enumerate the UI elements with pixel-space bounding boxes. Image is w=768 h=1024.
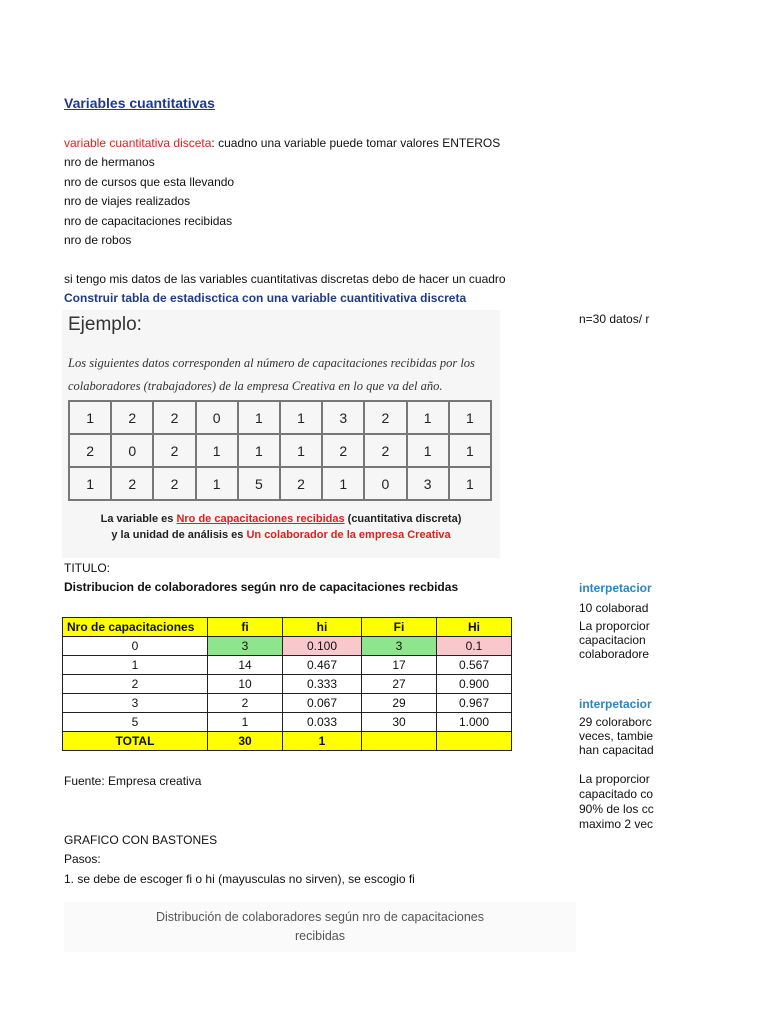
example-row [69, 434, 491, 467]
table-cell: 1 [63, 656, 208, 675]
table-cell: 0.467 [283, 656, 362, 675]
titulo-label: TITULO: [64, 561, 111, 575]
table-cell: 0.100 [283, 637, 362, 656]
example-cell: 1 [238, 434, 280, 467]
example-cell: 1 [449, 467, 491, 500]
table-cell: 0.567 [437, 656, 512, 675]
example-cell: 1 [449, 401, 491, 434]
example-cell: 1 [280, 401, 322, 434]
header-cell: hi [283, 618, 362, 637]
example-cell: 2 [69, 434, 111, 467]
caption-text: La variable es [100, 513, 177, 525]
table-cell: 1 [208, 713, 283, 732]
example-item: nro de cursos que esta llevando [64, 175, 235, 189]
table-cell: 1.000 [437, 713, 512, 732]
example-cell: 2 [322, 434, 364, 467]
table-row [63, 637, 512, 656]
table-cell: 2 [63, 675, 208, 694]
table-title: Distribucion de colaboradores según nro de capacitaciones recbidas [64, 580, 459, 594]
interpretation-line: 10 colaborad [579, 601, 649, 615]
table-row [63, 713, 512, 732]
pasos-label: Pasos: [64, 852, 101, 866]
table-cell: 2 [208, 694, 283, 713]
interpretation-line: veces, tambie [579, 729, 654, 743]
chart-title-line: Distribución de colaboradores según nro de capacitaciones [156, 910, 484, 924]
table-cell: 3 [208, 637, 283, 656]
table-cell: 17 [362, 656, 437, 675]
example-description: Los siguientes datos corresponden al número de capacitaciones recibidas por los colaboradores (trabajadores) de la empresa Creativa en lo que va del año. [68, 356, 475, 394]
step-text: 1. se debe de escoger fi o hi (mayusculas no sirven), se escogio fi [64, 872, 415, 886]
table-cell: 0.1 [437, 637, 512, 656]
example-cell: 5 [238, 467, 280, 500]
interpretation-title: interpetacior [579, 697, 652, 711]
example-cell: 3 [407, 467, 449, 500]
example-cell: 1 [280, 434, 322, 467]
caption-variable: Nro de capacitaciones recibidas [176, 513, 345, 525]
interpretation-line: La proporcior [579, 772, 650, 786]
definition-text: : cuadno una variable puede tomar valores ENTEROS [211, 136, 501, 150]
header-cell: fi [208, 618, 283, 637]
interpretation-line: capacitacion [579, 633, 646, 647]
table-cell: 0.900 [437, 675, 512, 694]
example-row [69, 401, 491, 434]
header-cell: Fi [362, 618, 437, 637]
subheading: Construir tabla de estadisctica con una variable cuantitivativa discreta [64, 291, 467, 305]
example-cell: 2 [364, 401, 406, 434]
table-row [63, 675, 512, 694]
note-text: si tengo mis datos de las variables cuantitativas discretas debo de hacer un cuadro [64, 272, 506, 286]
example-row [69, 467, 491, 500]
table-cell: 27 [362, 675, 437, 694]
example-cell: 1 [69, 401, 111, 434]
example-cell: 1 [196, 434, 238, 467]
interpretation-line: 90% de los cc [579, 802, 654, 816]
example-cell: 1 [238, 401, 280, 434]
interpretation-line: han capacitad [579, 743, 654, 757]
example-cell: 1 [407, 401, 449, 434]
n-label: n=30 datos/ r [579, 312, 650, 326]
example-item: nro de capacitaciones recibidas [64, 214, 233, 228]
example-cell: 2 [280, 467, 322, 500]
example-cell: 2 [153, 401, 195, 434]
table-cell: 0.067 [283, 694, 362, 713]
example-item: nro de viajes realizados [64, 194, 191, 208]
definition-line [64, 136, 500, 150]
caption-text: (cuantitativa discreta) [344, 513, 462, 525]
caption-text: y la unidad de análisis es [111, 528, 247, 541]
example-item: nro de robos [64, 233, 132, 247]
table-row [63, 694, 512, 713]
example-cell: 2 [111, 467, 153, 500]
table-cell: 5 [63, 713, 208, 732]
total-cell [362, 732, 437, 751]
example-data-table [68, 400, 492, 501]
example-cell: 2 [153, 434, 195, 467]
table-header-row [63, 618, 512, 637]
example-caption [62, 512, 500, 544]
table-cell: 29 [362, 694, 437, 713]
total-row [63, 732, 512, 751]
table-cell: 3 [362, 637, 437, 656]
interpretation-line: 29 coloraborc [579, 715, 652, 729]
interpretation-title: interpetacior [579, 581, 652, 595]
example-cell: 2 [111, 401, 153, 434]
table-cell: 0.033 [283, 713, 362, 732]
interpretation-line: La proporcior [579, 619, 650, 633]
example-heading: Ejemplo: [68, 314, 142, 335]
example-image [62, 310, 500, 558]
header-cell: Hi [437, 618, 512, 637]
example-cell: 1 [196, 467, 238, 500]
table-cell: 0 [63, 637, 208, 656]
example-cell: 0 [364, 467, 406, 500]
header-cell: Nro de capacitaciones [63, 618, 208, 637]
interpretation-line: capacitado co [579, 787, 654, 801]
table-cell: 14 [208, 656, 283, 675]
table-cell: 30 [362, 713, 437, 732]
table-cell: 0.967 [437, 694, 512, 713]
example-cell: 3 [322, 401, 364, 434]
source-text: Fuente: Empresa creativa [64, 774, 202, 788]
example-cell: 2 [364, 434, 406, 467]
caption-unit: Un colaborador de la empresa Creativa [246, 528, 451, 541]
total-cell: TOTAL [63, 732, 208, 751]
total-cell [437, 732, 512, 751]
example-cell: 2 [153, 467, 195, 500]
example-cell: 1 [322, 467, 364, 500]
table-row [63, 656, 512, 675]
example-cell: 1 [69, 467, 111, 500]
example-cell: 1 [449, 434, 491, 467]
example-cell: 0 [196, 401, 238, 434]
table-cell: 10 [208, 675, 283, 694]
interpretation-line: maximo 2 vec [579, 817, 654, 831]
definition-term: variable cuantitativa disceta [64, 136, 212, 150]
example-cell: 0 [111, 434, 153, 467]
interpretation-line: colaboradore [579, 647, 650, 661]
example-item: nro de hermanos [64, 155, 155, 169]
table-cell: 3 [63, 694, 208, 713]
chart-title-line: recibidas [294, 928, 346, 943]
total-cell: 30 [208, 732, 283, 751]
grafico-heading: GRAFICO CON BASTONES [64, 833, 218, 847]
chart-preview [64, 902, 576, 952]
frequency-table [62, 617, 512, 751]
example-cell: 1 [407, 434, 449, 467]
page-title: Variables cuantitativas [64, 95, 215, 111]
table-cell: 0.333 [283, 675, 362, 694]
total-cell: 1 [283, 732, 362, 751]
